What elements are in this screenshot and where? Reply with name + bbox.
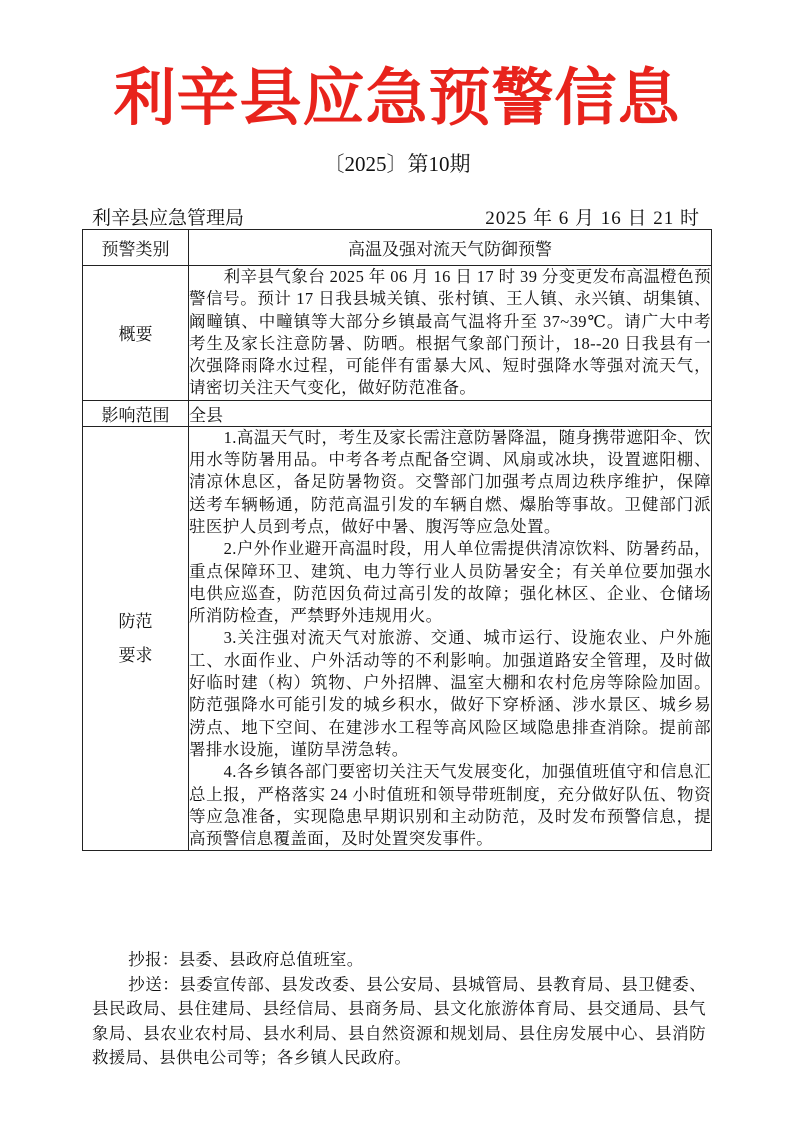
warning-type-row: [83, 230, 712, 266]
scope-label: 影响范围: [83, 400, 189, 426]
summary-cell: [189, 266, 712, 401]
requirements-cell: [189, 426, 712, 851]
issue-number: 〔2025〕第10期: [323, 152, 471, 176]
requirement-item: 4.各乡镇各部门要密切关注天气发展变化，加强值班值守和信息汇总上报，严格落实 24 小时值班和领导带班制度，充分做好队伍、物资等应急准备，实现隐患早期识别和主动防范，及时发布预警信息，提高预警信息覆盖面，及时处置突发事件。: [189, 762, 711, 849]
warning-type-label: 预警类别: [83, 230, 189, 266]
scope-row: [83, 400, 712, 426]
scope-value: 全县: [189, 400, 712, 426]
requirement-item: 2.户外作业避开高温时段，用人单位需提供清凉饮料、防暑药品，重点保障环卫、建筑、电力等行业人员防暑安全；有关单位要加强水电供应巡查，防范因负荷过高引发的故障；强化林区、企业、仓储场所消防检查，严禁野外违规用火。: [189, 539, 711, 626]
requirements-label-line2: 要求: [118, 645, 153, 666]
requirements-row: [83, 426, 712, 851]
issuer-row: [92, 203, 712, 229]
warning-table: [82, 229, 712, 851]
cc-line: 抄报：县委、县政府总值班室。: [128, 950, 364, 969]
summary-label: 概要: [83, 266, 189, 401]
issuer-name: 利辛县应急管理局: [92, 208, 245, 229]
requirements-label: [83, 426, 189, 851]
summary-row: [83, 266, 712, 401]
distribution-footer: [92, 948, 706, 1071]
send-line: 抄送：县委宣传部、县发改委、县公安局、县城管局、县教育局、县卫健委、县民政局、县住建局、县经信局、县商务局、县文化旅游体育局、县交通局、县气象局、县农业农村局、县水利局、县自然资源和规划局、县住房发展中心、县消防救援局、县供电公司等；各乡镇人民政府。: [92, 974, 706, 1067]
summary-text: 利辛县气象台 2025 年 06 月 16 日 17 时 39 分变更发布高温橙色预警信号。预计 17 日我县城关镇、张村镇、王人镇、永兴镇、胡集镇、阚疃镇、中疃镇等大部分乡镇最高气温将升至 37~39℃。请广大中考考生及家长注意防暑、防晒。根据气象部门预计，18--20 日我县有一次强降雨降水过程，可能伴有雷暴大风、短时强降水等强对流天气，请密切关注天气变化，做好防范准备。: [189, 267, 711, 398]
issue-date: 2025 年 6 月 16 日 21 时: [485, 208, 700, 229]
requirements-label-line1: 防范: [118, 611, 153, 632]
requirement-item: 3.关注强对流天气对旅游、交通、城市运行、设施农业、户外施工、水面作业、户外活动等的不利影响。加强道路安全管理，及时做好临时建（构）筑物、户外招牌、温室大棚和农村危房等除险加固。防范强降水可能引发的城乡积水，做好下穿桥涵、涉水景区、城乡易涝点、地下空间、在建涉水工程等高风险区域隐患排查消除。提前部署排水设施，谨防旱涝急转。: [189, 628, 711, 759]
requirement-item: 1.高温天气时，考生及家长需注意防暑降温，随身携带遮阳伞、饮用水等防暑用品。中考各考点配备空调、风扇或冰块，设置遮阳棚、清凉休息区，备足防暑物资。交警部门加强考点周边秩序维护，保障送考车辆畅通，防范高温引发的车辆自燃、爆胎等事故。卫健部门派驻医护人员到考点，做好中暑、腹泻等应急处置。: [189, 427, 711, 536]
masthead-title: 利辛县应急预警信息: [113, 61, 681, 134]
warning-type-value: 高温及强对流天气防御预警: [189, 230, 712, 266]
